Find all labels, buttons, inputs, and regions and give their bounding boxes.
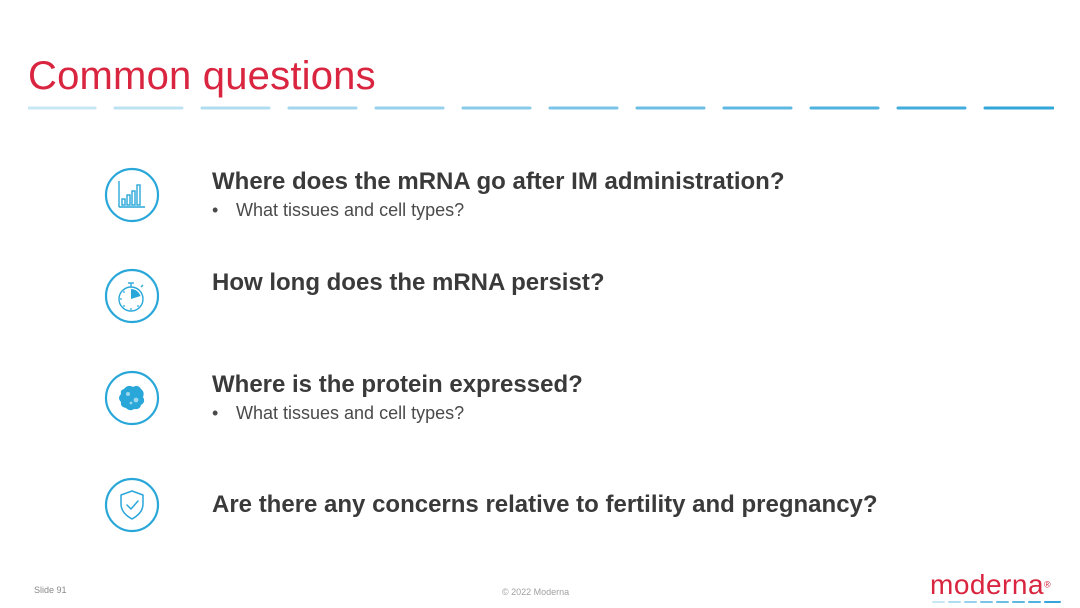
question-heading: Are there any concerns relative to fertility and pregnancy? [212,491,878,518]
title-divider [28,105,1054,111]
copyright-text: © 2022 Moderna [502,587,570,597]
moderna-logo [930,570,1066,606]
page-title: Common questions [28,54,376,98]
logo-underline [932,600,1062,604]
trademark-symbol: ® [1044,579,1051,590]
virus-cell-icon [104,370,160,426]
logo-text: moderna [930,569,1045,600]
question-text [212,167,785,222]
stopwatch-icon [104,268,160,324]
shield-check-icon [104,477,160,533]
question-heading: How long does the mRNA persist? [212,269,605,296]
question-heading: Where is the protein expressed? [212,371,583,398]
bullet: • [212,403,219,423]
bullet: • [212,200,219,220]
question-subpoint: • What tissues and cell types? [212,200,465,220]
question-text [212,490,878,520]
bar-chart-icon [104,167,160,223]
question-text [212,370,583,425]
question-text [212,268,604,298]
question-subpoint: • What tissues and cell types? [212,403,465,423]
question-heading: Where does the mRNA go after IM administration? [212,168,785,195]
slide-number: Slide 91 [34,585,67,595]
